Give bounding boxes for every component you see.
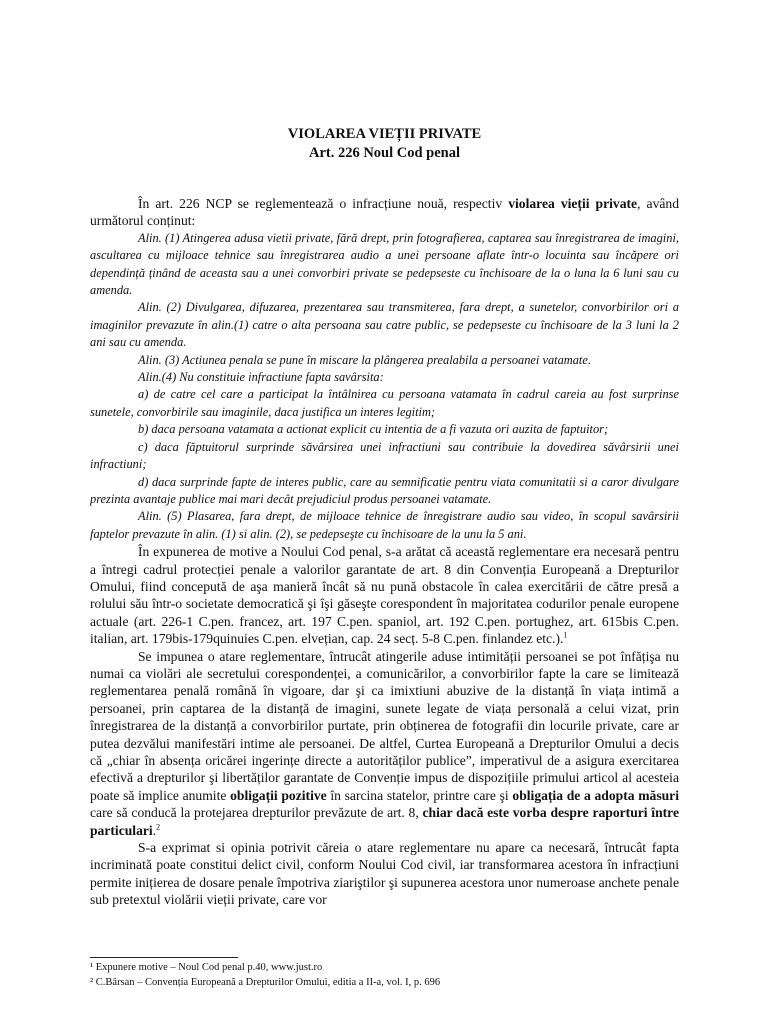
alin-4-b: b) daca persoana vatamata a actionat explicit cu intentia de a fi vazuta ori auzita de faptuitor; (138, 422, 609, 437)
impunea-text: Se impunea o atare reglementare, întrucât atingerile aduse intimității persoanei se pot înfățişa nu numai ca violări ale secretului corespondenței, a comunicărilor, a convorbirilor fapte la care se limitează reglementarea penală română în vigoare, dar şi ca imixtiuni abuzive de la distanță în viața intimă a persoanei, prin captarea de la distanță de imagini, sunete legate de viața personală a celui vizat, prin înregistrarea de la distanță a convorbirilor purtate, prin obținerea de fotografii din locurile private, care ar putea dezvălui manifestări intime ale persoanei. De altfel, Curtea Europeană a Drepturilor Omului a decis că „chiar în absența oricărei ingerințe directe a autorităților publice”, imperativul de a asigura exercitarea efectivă a drepturilor şi libertăților garantate de Convenție impus de dispozițiile primului articol al acesteia poate să implice anumite (90, 648, 679, 803)
motive-text: În expunerea de motive a Noului Cod penal, s-a arătat că această reglementare era necesară pentru a întregi cadrul protecției penale a valorilor garantate de art. 8 din Convenția Europeană a Drepturilor Omului, fiind concepută de aşa manieră încât să nu pună obstacole în calea exercitării de către presă a rolului său într-o societate democratică şi îşi găseşte corespondent în majoritatea codurilor penale europene actuale (art. 226-1 C.pen. francez, art. 197 C.pen. spaniol, art. 192 C.pen. portughez, art. 615bis C.pen. italian, art. 179bis-179quinuies C.pen. elvețian, cap. 24 secț. 5-8 C.pen. finlandez etc.). (90, 544, 679, 647)
footnote-ref-2[interactable]: 2 (156, 822, 161, 832)
bold-obligatii-pozitive: obligații pozitive (230, 787, 327, 803)
footnote-1: ¹ Expunere motive – Noul Cod penal p.40, www.just.ro (90, 962, 323, 973)
alin-4-c: c) daca făptuitorul surprinde săvârsirea unei infractiuni sau contribuie la dovedirea săvârsirii unei infractiuni; (90, 439, 679, 472)
opinie-paragraph: S-a exprimat si opinia potrivit căreia o atare reglementare nu apare ca necesară, întrucât fapta incriminată poate constitui delict civil, conform Noului Cod civil, iar transformarea acestora în infracțiuni permite inițierea de dosare penale împotriva ziariştilor şi supunerea acestora unor numeroase anchete penale sub pretextul violării vieții private, care vor (90, 840, 679, 908)
intro-text-2: , având următorul conținut: (90, 196, 679, 229)
impunea-text-end: . (152, 822, 157, 838)
alin-2: Alin. (2) Divulgarea, difuzarea, prezentarea sau transmiterea, fara drept, a sunetelor, convorbirilor ori a imaginilor prevazute în alin.(1) catre o alta persoana sau catre public, se pedepseste cu închisoare de la 3 luni la 2 ani sau cu amenda. (90, 300, 679, 350)
intro-text-1: În art. 226 NCP se reglementează o infracțiune nouă, respectiv (138, 196, 509, 211)
alin-4-a: a) de catre cel care a participat la întâlnirea cu persoana vatamata în cadrul careia au fost surprinse sunetele, convorbirile sau imaginile, daca justifica un interes legitim; (90, 387, 679, 419)
document-body (90, 195, 679, 909)
law-text-block (90, 230, 679, 543)
bold-obligatia-masuri: obligația de a adopta măsuri (512, 787, 679, 803)
bold-raporturi-particulari: chiar dacă este vorba despre raporturi între particulari (90, 805, 679, 838)
intro-paragraph (90, 195, 679, 230)
impunea-paragraph (90, 648, 679, 839)
motive-paragraph (90, 543, 679, 647)
footnote-divider (90, 957, 238, 958)
alin-5: Alin. (5) Plasarea, fara drept, de mijloace tehnice de înregistrare audio sau video, în scopul savârsirii faptelor prevazute în alin. (1) si alin. (2), se pedepseşte cu închisoare de la unu la 5 ani. (90, 509, 679, 541)
alin-4-d: d) daca surprinde fapte de interes public, care au semnificatie pentru viata comunitatii si a caror divulgare prezinta avantaje publice mai mari decât prejudiciul produs persoanei vatamate. (90, 474, 679, 506)
footnotes (90, 957, 679, 990)
impunea-text-mid: în sarcina statelor, printre care şi (326, 787, 513, 803)
footnote-ref-1[interactable]: 1 (563, 630, 568, 640)
alin-1: Alin. (1) Atingerea adusa vietii private, fără drept, prin fotografierea, captarea sau înregistrarea de imagini, ascultarea cu mijloace tehnice sau înregistrarea audio a unei persoane aflate într-o locuinta sau încăpere ori dependință ținând de aceasta sau a unei convorbiri private se pedepseste cu închisoare de la o luna la 6 luni sau cu amenda. (90, 230, 679, 298)
document-title: VIOLAREA VIEȚII PRIVATE (287, 126, 482, 142)
impunea-text-mid-2: care să conducă la protejarea drepturilor prevăzute de art. 8, (90, 805, 423, 821)
document-subtitle: Art. 226 Noul Cod penal (308, 145, 461, 161)
alin-3: Alin. (3) Actiunea penala se pune în miscare la plângerea prealabila a persoanei vatamate. (138, 352, 591, 367)
footnote-2: ² C.Bârsan – Convenția Europeană a Drepturilor Omului, editia a II-a, vol. I, p. 696 (90, 976, 441, 988)
intro-bold: violarea vieții private (508, 196, 638, 211)
alin-4: Alin.(4) Nu constituie infractiune fapta savârsita: (138, 370, 384, 385)
